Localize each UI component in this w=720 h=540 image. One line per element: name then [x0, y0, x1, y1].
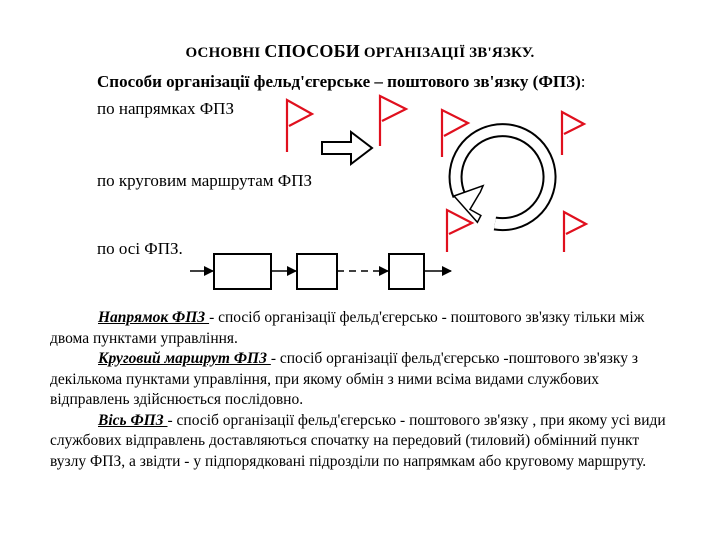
- title-part-2: СПОСОБИ: [264, 41, 360, 61]
- direction-arrow-icon: [322, 132, 372, 164]
- definition-direction: [50, 308, 672, 349]
- flag-icon: [447, 210, 472, 252]
- definition-circular: [50, 349, 672, 411]
- title-part-3: ОРГАНІЗАЦІЇ ЗВ'ЯЗКУ.: [359, 45, 535, 61]
- label-axis: по осі ФПЗ.: [97, 239, 183, 258]
- flag-icon: [287, 100, 312, 152]
- axis-box: [389, 254, 424, 289]
- flag-icon: [564, 212, 586, 252]
- subtitle-text: Способи організації фельд'єгерське – поштового зв'язку (ФПЗ): [97, 72, 581, 91]
- axis-box: [297, 254, 337, 289]
- definition-text: - спосіб організації фельд'єгерсько - поштового зв'язку тільки між двома пунктами управління.: [50, 309, 645, 347]
- axis-box: [214, 254, 271, 289]
- label-circular: по круговим маршрутам ФПЗ: [97, 171, 313, 190]
- flag-icon: [380, 96, 406, 146]
- definition-term: Вісь ФПЗ: [98, 411, 168, 429]
- definition-term: Круговий маршрут ФПЗ: [98, 350, 271, 367]
- definition-term: Напрямок ФПЗ: [98, 309, 210, 326]
- definition-axis: [50, 411, 672, 473]
- title-part-1: ОСНОВНІ: [185, 45, 265, 61]
- flag-icon: [562, 112, 584, 155]
- label-direction: по напрямках ФПЗ: [97, 99, 234, 118]
- axis-chain: [190, 254, 451, 289]
- definitions: [50, 308, 672, 472]
- definition-text: - спосіб організації фельд'єгерсько - поштового зв'язку , при якому усі види службових відправлень доставляються спочатку на передовий (тиловий) обмінний пункт вузлу ФПЗ, а звідти - у підпорядковані підрозділи по напрямкам або круговому маршруту.: [50, 411, 666, 470]
- circular-route-icon: [454, 130, 550, 224]
- definition-text: - спосіб організації фельд'єгерсько -поштового зв'язку з декількома пунктами управління, при якому обмін з ними всіма видами службових відправлень здійснюється послідовно.: [50, 350, 638, 408]
- subtitle-colon: :: [580, 72, 586, 91]
